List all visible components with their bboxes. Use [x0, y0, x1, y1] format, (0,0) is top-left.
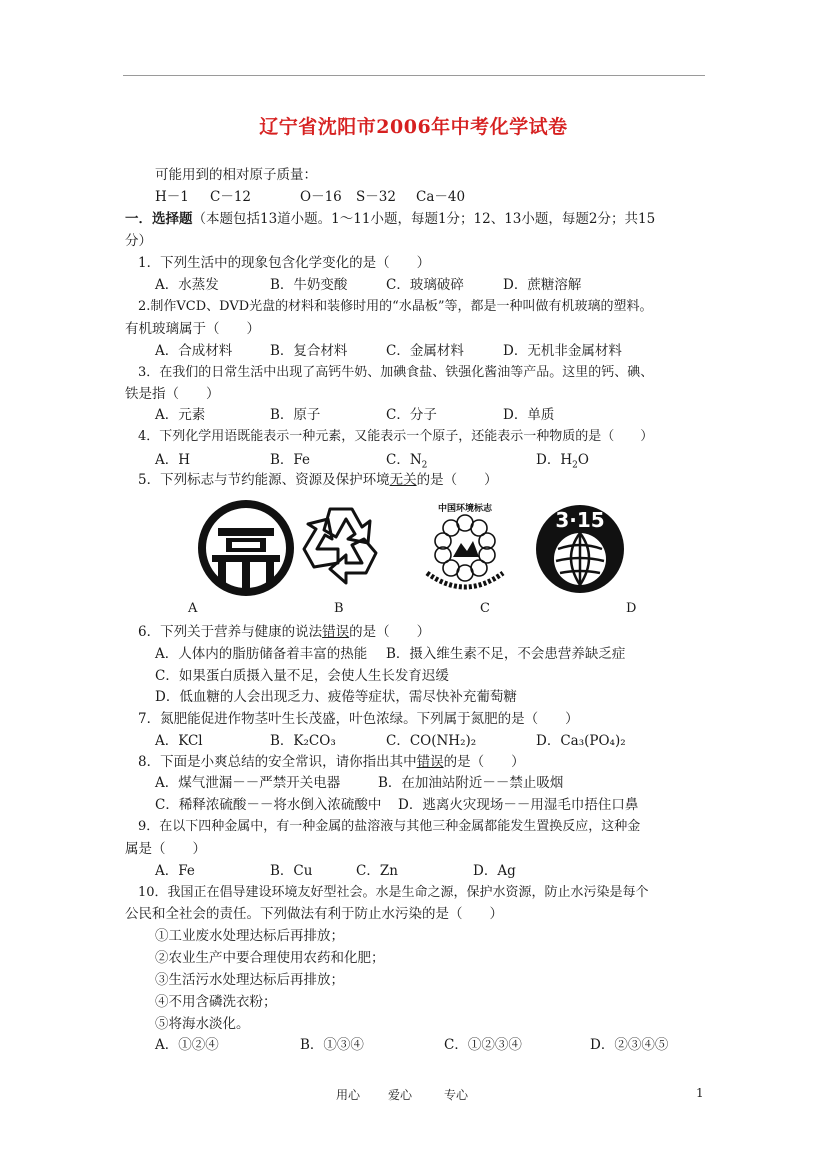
- q8-option-c: C．稀释浓硫酸－－将水倒入浓硫酸中: [155, 797, 382, 813]
- mass-c: C－12: [210, 189, 252, 205]
- q10-item-1: ①工业废水处理达标后再排放；: [155, 928, 344, 944]
- q8-stem-b: 的是（ ）: [443, 754, 525, 770]
- q4-option-a: A．H: [155, 452, 191, 468]
- page-number: 1: [696, 1086, 704, 1100]
- q7-option-a: A．KCl: [155, 733, 203, 749]
- q3-option-a: A．元素: [155, 407, 206, 423]
- q3-option-d: D．单质: [503, 407, 555, 423]
- q10-stem-cont: 公民和全社会的责任。下列做法有利于防止水污染的是（ ）: [125, 906, 503, 922]
- q6-stem-b: 的是（ ）: [349, 624, 431, 640]
- q1-option-c: C．玻璃破碎: [386, 277, 464, 293]
- q10-item-2: ②农业生产中要合理使用农药和化肥；: [155, 950, 385, 966]
- q5-label-d: D: [626, 601, 637, 616]
- footer-word-2: 爱心: [388, 1088, 413, 1102]
- header-rule: [123, 75, 705, 76]
- q3-stem: 3．在我们的日常生活中出现了高钙牛奶、加碘食盐、铁强化酱油等产品。这里的钙、碘、: [138, 365, 654, 380]
- q10-option-d: D．②③④⑤: [590, 1037, 669, 1053]
- q4-option-d-text: D．H: [536, 452, 573, 468]
- q10-item-3: ③生活污水处理达标后再排放；: [155, 972, 344, 988]
- q8-stem-a: 8．下面是小爽总结的安全常识，请你指出其中: [138, 754, 417, 770]
- q5-label-a: A: [188, 601, 198, 616]
- mass-h: H－1: [155, 189, 189, 205]
- q2-stem-cont: 有机玻璃属于（ ）: [125, 321, 260, 337]
- q6-stem: [138, 623, 430, 641]
- intro-line: 可能用到的相对原子质量：: [155, 167, 317, 183]
- q6-option-c: C．如果蛋白质摄入量不足，会使人生长发育迟缓: [155, 668, 449, 684]
- q9-option-b: B．Cu: [270, 863, 313, 879]
- q1-option-b: B．牛奶变酸: [270, 277, 348, 293]
- q3-option-b: B．原子: [270, 407, 321, 423]
- section-heading: [125, 210, 655, 228]
- q5-label-b: B: [334, 601, 344, 616]
- mass-s: S－32: [356, 189, 396, 205]
- logo-b-recycle: [300, 497, 388, 589]
- q8-option-b: B．在加油站附近－－禁止吸烟: [378, 775, 564, 791]
- q1-option-d: D．蔗糖溶解: [503, 277, 582, 293]
- q6-option-d: D．低血糖的人会出现乏力、疲倦等症状，需尽快补充葡萄糖: [155, 689, 517, 705]
- q4-stem: 4．下列化学用语既能表示一种元素，又能表示一个原子，还能表示一种物质的是（ ）: [138, 429, 654, 444]
- footer-word-3: 专心: [444, 1088, 469, 1102]
- q5-stem-ul: 无关: [389, 472, 417, 488]
- q6-stem-ul: 错误: [322, 624, 350, 640]
- q4-option-d: [536, 451, 589, 475]
- q10-option-c: C．①②③④: [444, 1037, 522, 1053]
- q5-stem-a: 5．下列标志与节约能源、资源及保护环境: [138, 472, 390, 488]
- q8-stem-ul: 错误: [416, 754, 444, 770]
- q8-option-a: A．煤气泄漏－－严禁开关电器: [155, 775, 341, 791]
- logo-c-text: 中国环境标志: [437, 504, 493, 514]
- footer-word-1: 用心: [336, 1088, 361, 1102]
- q4-option-d-tail: O: [577, 452, 589, 468]
- q8-option-d: D．逃离火灾现场－－用湿毛巾捂住口鼻: [398, 797, 639, 813]
- q7-option-c: C．CO(NH₂)₂: [386, 733, 477, 749]
- q4-option-b: B．Fe: [270, 452, 311, 468]
- section-desc: （本题包括13道小题。1～11小题，每题1分；12、13小题，每题2分；共15: [192, 211, 656, 227]
- q9-stem: 9．在以下四种金属中，有一种金属的盐溶液与其他三种金属都能发生置换反应，这种金: [138, 819, 641, 834]
- q3-stem-cont: 铁是指（ ）: [125, 386, 220, 402]
- q6-stem-a: 6．下列关于营养与健康的说法: [138, 624, 323, 640]
- q9-option-d: D．Ag: [473, 863, 516, 879]
- q10-item-5: ⑤将海水淡化。: [155, 1016, 250, 1032]
- q9-option-a: A．Fe: [155, 863, 195, 879]
- section-desc-cont: 分）: [125, 233, 152, 249]
- q5-label-c: C: [480, 601, 490, 616]
- q4-option-c-text: C．N: [386, 452, 422, 468]
- section-title: 一．选择题: [125, 211, 193, 227]
- q2-option-b: B．复合材料: [270, 343, 348, 359]
- q7-option-b: B．K₂CO₃: [270, 733, 336, 749]
- q1-option-a: A．水蒸发: [155, 277, 219, 293]
- logo-c-environment-label: [415, 497, 515, 599]
- q10-option-a: A．①②④: [155, 1037, 219, 1053]
- logo-d-text: 3·15: [555, 508, 605, 532]
- q10-item-4: ④不用含磷洗衣粉；: [155, 994, 277, 1010]
- q6-option-a: A．人体内的脂肪储备着丰富的热能: [155, 646, 368, 662]
- q10-stem: 10．我国正在倡导建设环境友好型社会。水是生命之源，保护水资源，防止水污染是每个: [138, 885, 649, 900]
- q6-option-b: B．摄入维生素不足，不会患营养缺乏症: [386, 646, 626, 662]
- q7-option-d: D．Ca₃(PO₄)₂: [536, 733, 626, 749]
- logo-a-energy-saving: [198, 500, 294, 596]
- mass-ca: Ca－40: [416, 189, 466, 205]
- q2-option-c: C．金属材料: [386, 343, 464, 359]
- q5-stem: [138, 471, 498, 489]
- logo-d-consumer-day: [532, 497, 628, 597]
- q9-stem-cont: 属是（ ）: [125, 841, 206, 857]
- q1-stem: 1．下列生活中的现象包含化学变化的是（ ）: [138, 255, 431, 271]
- q4-option-c-sub: 2: [421, 460, 428, 471]
- q5-stem-b: 的是（ ）: [416, 472, 498, 488]
- q7-stem: 7．氮肥能促进作物茎叶生长茂盛，叶色浓绿。下列属于氮肥的是（ ）: [138, 711, 579, 727]
- page-title: 辽宁省沈阳市2006年中考化学试卷: [259, 116, 568, 138]
- q10-option-b: B．①③④: [300, 1037, 364, 1053]
- mass-o: O－16: [300, 189, 342, 205]
- q2-option-d: D．无机非金属材料: [503, 343, 622, 359]
- q4-option-d-sub: 2: [572, 460, 578, 471]
- q9-option-c: C．Zn: [356, 863, 398, 879]
- q2-stem: 2.制作VCD、DVD光盘的材料和装修时用的“水晶板”等，都是一种叫做有机玻璃的塑料。: [138, 299, 653, 314]
- q3-option-c: C．分子: [386, 407, 437, 423]
- q8-stem: [138, 753, 525, 771]
- q2-option-a: A．合成材料: [155, 343, 233, 359]
